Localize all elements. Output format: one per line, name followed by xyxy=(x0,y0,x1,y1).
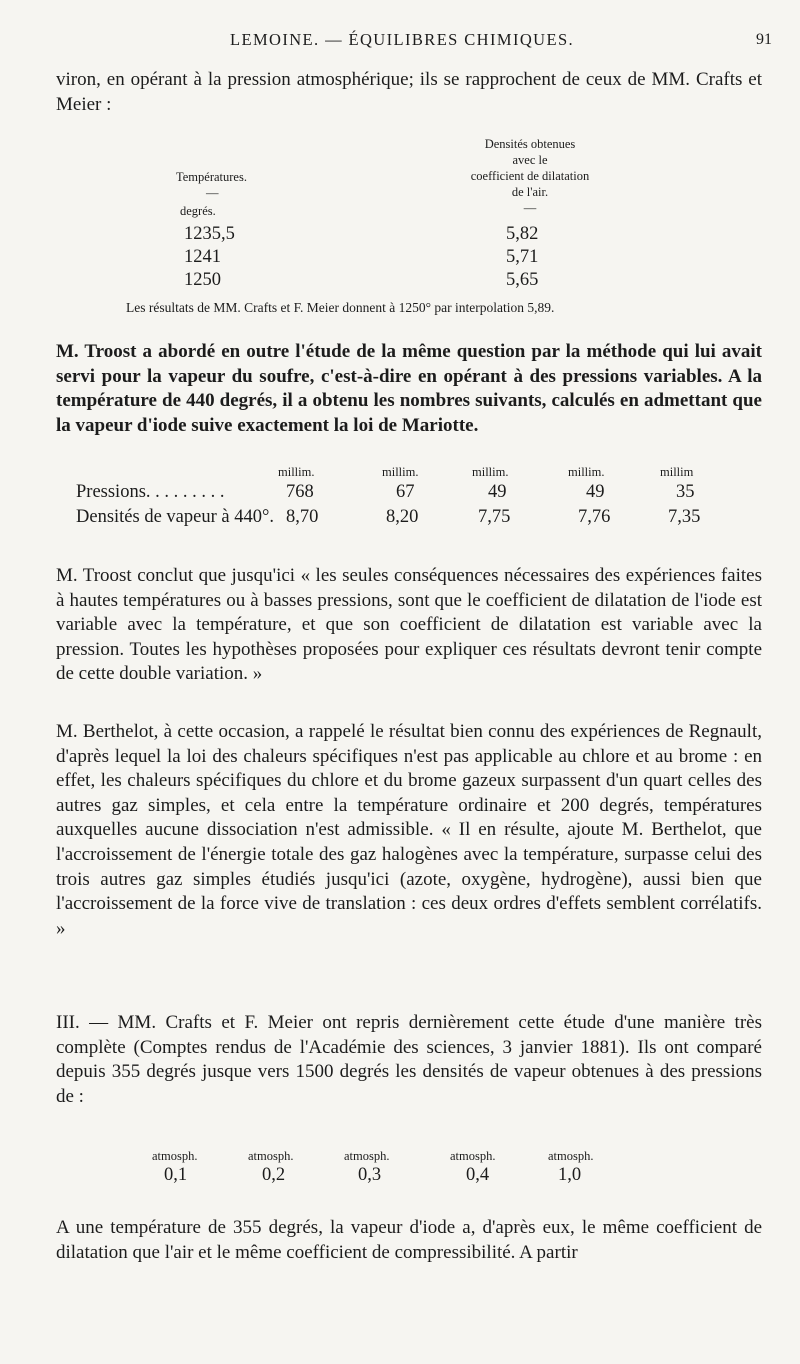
density-header-line-3: coefficient de dilatation xyxy=(470,169,590,183)
running-title: LEMOINE. — ÉQUILIBRES CHIMIQUES. xyxy=(230,30,575,49)
pressure-unit: millim. xyxy=(472,465,509,479)
density-value: 8,70 xyxy=(286,507,319,527)
atmosphere-value: 0,3 xyxy=(358,1165,382,1185)
pressure-value: 768 xyxy=(286,482,314,502)
density-header-dash: — xyxy=(523,201,537,215)
pressure-value: 49 xyxy=(488,482,507,502)
density-header-line-4: de l'air. xyxy=(511,185,549,199)
paragraph-troost-method: M. Troost a abordé en outre l'étude de la même question par la méthode qui lui avait servi pour la vapeur du soufre, c'est-à-dire en opérant à des pressions variables. A la température de 440 degrés, il a obtenu les nombres suivants, calculés en admettant que la vapeur d'iode suive exactement la loi de Mariotte. xyxy=(56,341,762,436)
atmosphere-unit: atmosph. xyxy=(344,1149,390,1163)
atmosphere-unit: atmosph. xyxy=(248,1149,294,1163)
pressure-unit: millim. xyxy=(382,465,419,479)
paragraph-final: A une température de 355 degrés, la vapeur d'iode a, d'après eux, le même coefficient de dilatation que l'air et le même coefficient de compressibilité. A partir xyxy=(56,1217,762,1263)
temperature-header: Températures. xyxy=(176,170,247,184)
pressure-unit: millim. xyxy=(568,465,605,479)
atmosphere-value: 1,0 xyxy=(558,1165,582,1185)
atmosphere-unit: atmosph. xyxy=(152,1149,198,1163)
pressure-unit: millim xyxy=(660,465,694,479)
temperature-header-dash: — xyxy=(206,186,219,200)
paragraph-crafts-meier: III. — MM. Crafts et F. Meier ont repris dernièrement cette étude d'une manière très complète (Comptes rendus de l'Académie des sciences, 3 janvier 1881). Ils ont comparé depuis 355 degrés jusque vers 1500 degrés les densités de vapeur obtenues à des pressions de : xyxy=(56,1012,762,1107)
density-value: 8,20 xyxy=(386,507,419,527)
table-cell-temperature: 1241 xyxy=(184,247,221,267)
pressure-value: 49 xyxy=(586,482,605,502)
interpolation-note: Les résultats de MM. Crafts et F. Meier donnent à 1250° par interpolation 5,89. xyxy=(126,300,555,315)
density-value: 7,35 xyxy=(668,507,701,527)
atmosphere-value: 0,2 xyxy=(262,1165,286,1185)
density-header-line-2: avec le xyxy=(512,153,548,167)
pressure-value: 67 xyxy=(396,482,415,502)
paragraph-intro: viron, en opérant à la pression atmosphérique; ils se rapprochent de ceux de MM. Crafts et Meier : xyxy=(56,69,762,115)
atmosphere-value: 0,1 xyxy=(164,1165,188,1185)
table-cell-density: 5,71 xyxy=(506,247,539,267)
temperature-unit: degrés. xyxy=(180,204,216,218)
table-cell-temperature: 1250 xyxy=(184,270,221,290)
table-cell-density: 5,82 xyxy=(506,224,539,244)
pressure-unit: millim. xyxy=(278,465,315,479)
table-cell-density: 5,65 xyxy=(506,270,539,290)
page-number: 91 xyxy=(756,31,772,48)
pressures-row-label: Pressions. . . . . . . . . xyxy=(76,482,225,502)
density-value: 7,75 xyxy=(478,507,511,527)
densities-row-label: Densités de vapeur à 440°. xyxy=(76,507,274,527)
pressure-value: 35 xyxy=(676,482,695,502)
atmosphere-unit: atmosph. xyxy=(450,1149,496,1163)
paragraph-troost-conclusion: M. Troost conclut que jusqu'ici « les seules conséquences nécessaires des expériences faites à hautes températures ou à basses pressions, sont que le coefficient de dilatation de l'iode est variable avec la température, et que son coefficient de dilatation est variable avec la pression. Toutes les hypothèses proposées pour expliquer ces résultats devront tenir compte de cette double variation. » xyxy=(56,565,762,685)
paragraph-berthelot: M. Berthelot, à cette occasion, a rappelé le résultat bien connu des expériences de Regnault, d'après lequel la loi des chaleurs spécifiques n'est pas applicable au chlore et au brome : en effet, les chaleurs spécifiques du chlore et du brome gazeux surpassent d'un quart celles des autres gaz simples, et cela entre la température ordinaire et 200 degrés, températures auxquelles aucune dissociation n'est admissible. « Il en résulte, ajoute M. Berthelot, que l'accroissement de l'énergie totale des gaz halogènes avec la température, surpasse celui des trois autres gaz simples étudiés jusqu'ici (azote, oxygène, hydrogène), aussi bien que l'accroissement de la force vive de translation : ces deux ordres d'effets semblent corrélatifs. » xyxy=(56,721,762,939)
density-header-line-1: Densités obtenues xyxy=(484,137,576,151)
atmosphere-value: 0,4 xyxy=(466,1165,490,1185)
density-value: 7,76 xyxy=(578,507,611,527)
running-header xyxy=(0,30,800,54)
atmosphere-unit: atmosph. xyxy=(548,1149,594,1163)
table-cell-temperature: 1235,5 xyxy=(184,224,235,244)
